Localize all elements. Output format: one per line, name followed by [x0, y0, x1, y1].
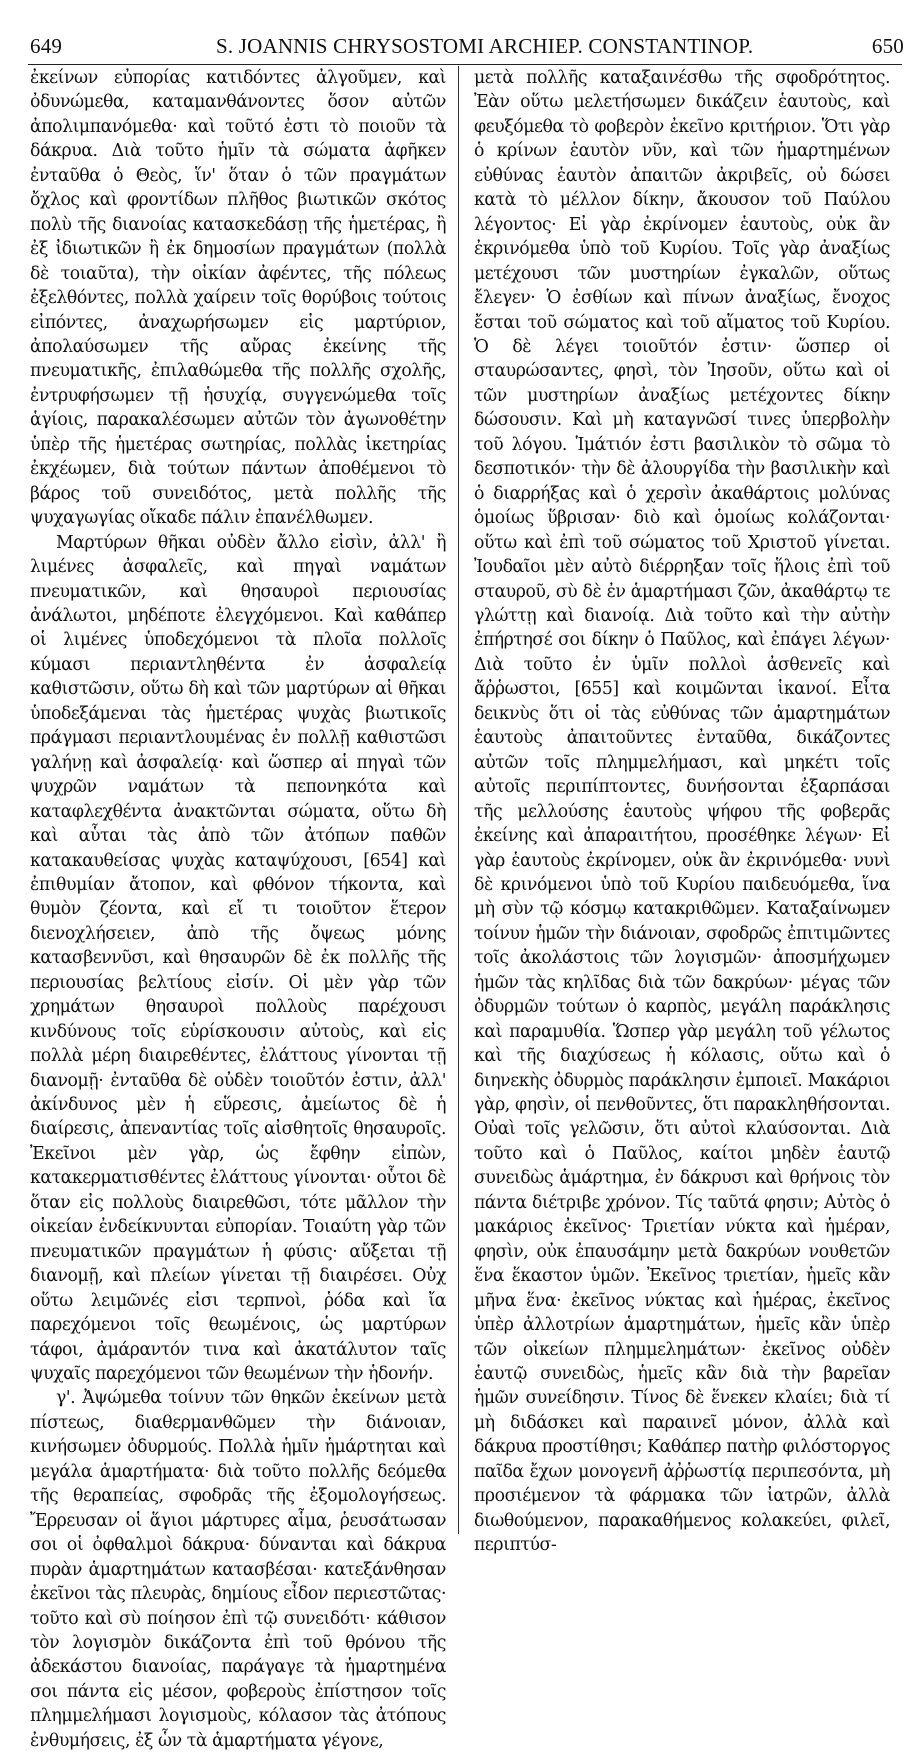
left-paragraph-3: γ'. Ἀψώμεθα τοίνυν τῶν θηκῶν ἐκείνων μετὰ πίστεως, διαθερμανθῶμεν τὴν διάνοιαν, κινήσωμεν ὀδυρμούς. Πολλὰ ἡμῖν ἡμάρτηται καὶ μεγάλα ἁμαρτήματα· διὰ τοῦτο πολλῆς δεόμεθα τῆς θεραπείας, σφοδρᾶς τῆς ἐξομολογήσεως. Ἔρρευσαν οἱ ἅγιοι μάρτυρες αἷμα, ῥευσάτωσαν σοι οἱ ὀφθαλμοὶ δάκρυα· δύνανται καὶ δάκρυα πυρὰν ἁμαρτημάτων κατασβέσαι· κατεξάνθησαν ἐκεῖνοι τὰς πλευρὰς, δημίους εἶδον περιεστῶτας· τοῦτο καὶ σὺ ποίησον ἐπὶ τῷ συνειδότι· κάθισον τὸν λογισμὸν δικάζοντα ἐπὶ τοῦ θρόνου τῆς ἀδεκάστου διανοίας, παράγαγε τὰ ἡμαρτημένα σοι πάντα εἰς μέσον, φοβεροὺς ἐπίστησον τοῖς πλημμελήμασι λογισμοὺς, κόλασον τὰς ἀτόπους ἐνθυμήσεις, ἐξ ὧν τὰ ἁμαρτήματα γέγονε,	[30, 1388, 446, 1751]
column-divider	[458, 66, 459, 1534]
right-column	[474, 66, 890, 1558]
left-paragraph-2: Μαρτύρων θῆκαι οὐδὲν ἄλλο εἰσὶν, ἀλλ' ἢ λιμένες ἀσφαλεῖς, καὶ πηγαὶ ναμάτων πνευματικῶν, καὶ θησαυροὶ περιουσίας ἀνάλωτοι, μηδέποτε ἐλεγχόμενοι. Καὶ καθάπερ οἱ λιμένες ὑποδεχόμενοι τὰ πλοῖα πολλοῖς κύμασι περιαντληθέντα ἐν ἀσφαλείᾳ καθιστῶσιν, οὕτω δὴ καὶ τῶν μαρτύρων αἱ θῆκαι ὑποδεξάμεναι τὰς ἡμετέρας ψυχὰς βιωτικοῖς πράγμασι περιαντλουμένας ἐν πολλῇ καθιστῶσι γαλήνῃ καὶ ἀσφαλείᾳ· καὶ ὥσπερ αἱ πηγαὶ τῶν ψυχρῶν ναμάτων τὰ πεπονηκότα καὶ καταφλεχθέντα ἀνακτῶνται σώματα, οὕτω δὴ καὶ αὗται τὰς ἀπὸ τῶν ἀτόπων παθῶν κατακαυθείσας ψυχὰς καταψύχουσι, [654] καὶ ἐπιθυμίαν ἄτοπον, καὶ φθόνον τήκοντα, καὶ θυμὸν ζέοντα, καὶ εἴ τι τοιοῦτον ἕτερον διενοχλήσειεν, ἀπὸ τῆς ὄψεως μόνης κατασβεννῦσι, καὶ θησαυρῶν δὲ ἐκ πολλῆς τῆς περιουσίας βελτίους εἰσίν. Οἱ μὲν γὰρ τῶν χρημάτων θησαυροὶ πολλοὺς παρέχουσι κινδύνους τοῖς εὑρίσκουσιν αὐτοὺς, καὶ εἰς πολλὰ μέρη διαιρεθέντες, ἐλάττους γίνονται τῇ διανομῇ· ἐνταῦθα δὲ οὐδὲν τοιοῦτόν ἐστιν, ἀλλ' ἀκίνδυνος μὲν ἡ εὕρεσις, ἀμείωτος δὲ ἡ διαίρεσις, ἀπεναντίας τοῖς αἰσθητοῖς θησαυροῖς. Ἐκεῖνοι μὲν γὰρ, ὡς ἔφθην εἰπὼν, κατακερματισθέντες ἐλάττους γίνονται· οὗτοι δὲ ὅταν εἰς πολλοὺς διαιρεθῶσι, τότε μᾶλλον τὴν οἰκείαν ἐνδείκνυνται εὐπορίαν. Τοιαύτη γὰρ τῶν πνευματικῶν πραγμάτων ἡ φύσις· αὔξεται τῇ διανομῇ, καὶ πλείων γίνεται τῇ διαιρέσει. Οὐχ οὕτω λειμῶνές εἰσι τερπνοὶ, ῥόδα καὶ ἴα παρεχόμενοι τοῖς θεωμένοις, ὡς μαρτύρων τάφοι, ἀμάραντόν τινα καὶ ἀκατάλυτον ταῖς ψυχαῖς παρεχόμενοι τῶν θεωμένων τὴν ἡδονήν.	[30, 532, 446, 1385]
page-number-left: 649	[30, 34, 63, 58]
running-header	[30, 34, 904, 64]
left-paragraph-1: ἐκείνων εὐπορίας κατιδόντες ἀλγοῦμεν, καὶ ὀδυνώμεθα, καταμανθάνοντες ὅσον αὐτῶν ἀπολιμπανόμεθα· καὶ τοῦτό ἐστι τὸ ποιοῦν τὰ δάκρυα. Διὰ τοῦτο ἡμῖν τὰ σώματα ἀφῆκεν ἐνταῦθα ὁ Θεὸς, ἵν' ὅταν ὁ τῶν πραγμάτων ὄχλος καὶ φροντίδων πλῆθος βιωτικῶν σκότος πολὺ τῆς διανοίας κατασκεδάσῃ τῆς ἡμετέρας, ἢ ἐξ ἰδιωτικῶν ἢ ἐκ δημοσίων πραγμάτων (πολλὰ δὲ τοιαῦτα), τὴν οἰκίαν ἀφέντες, τῆς πόλεως ἐξελθόντες, πολλὰ χαίρειν τοῖς θορύβοις τούτοις εἰπόντες, ἀναχωρήσωμεν εἰς μαρτύριον, ἀπολαύσωμεν τῆς αὔρας ἐκείνης τῆς πνευματικῆς, ἐπιλαθώμεθα τῆς πολλῆς σχολῆς, ἐντρυφήσωμεν τῇ ἡσυχίᾳ, συγγενώμεθα τοῖς ἁγίοις, παρακαλέσωμεν αὐτῶν τὸν ἀγωνοθέτην ὑπὲρ τῆς ἡμετέρας σωτηρίας, πολλὰς ἱκετηρίας ἐκχέωμεν, διὰ τούτων πάντων ἀποθέμενοι τὸ βάρος τοῦ συνειδότος, μετὰ πολλῆς τῆς ψυχαγωγίας οἴκαδε πάλιν ἐπανέλθωμεν.	[30, 68, 446, 529]
right-paragraph-1: μετὰ πολλῆς καταξαινέσθω τῆς σφοδρότητος. Ἐὰν οὕτω μελετήσωμεν δικάζειν ἑαυτοὺς, καὶ φευξόμεθα τὸ φοβερὸν ἐκεῖνο κριτήριον. Ὅτι γὰρ ὁ κρίνων ἑαυτὸν νῦν, καὶ τῶν ἡμαρτημένων εὐθύνας ἑαυτὸν ἀπαιτῶν ἀκριβεῖς, οὐ δώσει κατὰ τὸ μέλλον δίκην, ἄκουσον τοῦ Παύλου λέγοντος· Εἰ γὰρ ἐκρίνομεν ἑαυτοὺς, οὐκ ἂν ἐκρινόμεθα ὑπὸ τοῦ Κυρίου. Τοῖς γὰρ ἀναξίως μετέχουσι τῶν μυστηρίων ἐγκαλῶν, οὕτως ἔλεγεν· Ὁ ἐσθίων καὶ πίνων ἀναξίως, ἔνοχος ἔσται τοῦ σώματος καὶ τοῦ αἵματος τοῦ Κυρίου. Ὁ δὲ λέγει τοιοῦτόν ἐστιν· ὥσπερ οἱ σταυρώσαντες, φησὶ, τὸν Ἰησοῦν, οὕτω καὶ οἱ τῶν μυστηρίων ἀναξίως μετέχοντες δίκην δώσουσιν. Καὶ μὴ καταγνῶσί τινες ὑπερβολὴν τοῦ λόγου. Ἱμάτιόν ἐστι βασιλικὸν τὸ σῶμα τὸ δεσποτικόν· τὴν δὲ ἀλουργίδα τὴν βασιλικὴν καὶ ὁ διαρρήξας καὶ ὁ χερσὶν ἀκαθάρτοις μολύνας ὁμοίως ὕβρισαν· διὸ καὶ ὁμοίως κολάζονται· οὕτω καὶ ἐπὶ τοῦ σώματος τοῦ Χριστοῦ γίνεται. Ἰουδαῖοι μὲν αὐτὸ διέρρηξαν τοῖς ἥλοις ἐπὶ τοῦ σταυροῦ, σὺ δὲ ἐν ἁμαρτήμασι ζῶν, ἀκαθάρτῳ τε γλώττῃ καὶ διανοίᾳ. Διὰ τοῦτο καὶ τὴν αὐτὴν ἐπήρτησέ σοι δίκην ὁ Παῦλος, καὶ ἐπάγει λέγων· Διὰ τοῦτο ἐν ὑμῖν πολλοὶ ἀσθενεῖς καὶ ἄῤῥωστοι, [655] καὶ κοιμῶνται ἱκανοί. Εἶτα δεικνὺς ὅτι οἱ τὰς εὐθύνας τῶν ἁμαρτημάτων ἑαυτοὺς ἀπαιτοῦντες ἐνταῦθα, δικάζοντες αὐτῶν τοῖς πλημμελήμασι, καὶ μηκέτι τοῖς αὐτοῖς περιπίπτοντες, δυνήσονται ἐξαρπάσαι τῆς μελλούσης ἑαυτοὺς ψήφου τῆς φοβερᾶς ἐκείνης καὶ ἀπαραιτήτου, προσέθηκε λέγων· Εἰ γὰρ ἑαυτοὺς ἐκρίνομεν, οὐκ ἂν ἐκρινόμεθα· νυνὶ δὲ κρινόμενοι ὑπὸ τοῦ Κυρίου παιδευόμεθα, ἵνα μὴ σὺν τῷ κόσμῳ κατακριθῶμεν. Καταξαίνωμεν τοίνυν ἡμῶν τὴν διάνοιαν, σφοδρῶς ἐπιτιμῶντες τοῖς ἀκολάστοις τῶν λογισμῶν· ἀποσμήχωμεν ἡμῶν τὰς κηλῖδας διὰ τῶν δακρύων· μέγας τῶν ὀδυρμῶν τούτων ὁ καρπὸς, μεγάλη παράκλησις καὶ παραμυθία. Ὥσπερ γὰρ μεγάλη τοῦ γέλωτος καὶ τῆς διαχύσεως ἡ κόλασις, οὕτω καὶ ὁ διηνεκὴς ὀδυρμὸς παράκλησιν ἐμποιεῖ. Μακάριοι γὰρ, φησὶν, οἱ πενθοῦντες, ὅτι παρακληθήσονται. Οὐαὶ τοῖς γελῶσιν, ὅτι αὐτοὶ κλαύσονται. Διὰ τοῦτο καὶ ὁ Παῦλος, καίτοι μηδὲν ἑαυτῷ συνειδὼς ἁμάρτημα, ἐν δάκρυσι καὶ θρήνοις τὸν πάντα διέτριβε χρόνον. Τίς ταῦτά φησιν; Αὐτὸς ὁ μακάριος ἐκεῖνος· Τριετίαν νύκτα καὶ ἡμέραν, φησὶν, οὐκ ἐπαυσάμην μετὰ δακρύων νουθετῶν ἕνα ἕκαστον ὑμῶν. Ἐκεῖνος τριετίαν, ἡμεῖς κἂν μῆνα ἕνα· ἐκεῖνος νύκτας καὶ ἡμέρας, ἐκεῖνος ὑπὲρ ἀλλοτρίων ἁμαρτημάτων, ἡμεῖς κἂν ὑπὲρ τῶν οἰκείων πλημμελημάτων· ἐκεῖνος οὐδὲν ἑαυτῷ συνειδὼς, ἡμεῖς κἂν διὰ τὴν βαρεῖαν ἡμῶν συνείδησιν. Τίνος δὲ ἕνεκεν κλαίει; διὰ τί μὴ διδάσκει καὶ παραινεῖ μόνον, ἀλλὰ καὶ δάκρυα προστίθησι; Καθάπερ πατὴρ φιλόστοργος παῖδα ἔχων μονογενῆ ἀῤῥωστίᾳ περιπεσόντα, μὴ προσιέμενον τὰ φάρμακα τῶν ἰατρῶν, ἀλλὰ διωθούμενον, παρακαθήμενος κολακεύει, φιλεῖ, περιπτύσ-	[474, 68, 890, 1556]
page-number-right: 650	[871, 34, 904, 58]
header-rule	[28, 64, 902, 65]
running-title: S. JOANNIS CHRYSOSTOMI ARCHIEP. CONSTANTINOP.	[216, 34, 754, 58]
left-column	[30, 66, 446, 1753]
